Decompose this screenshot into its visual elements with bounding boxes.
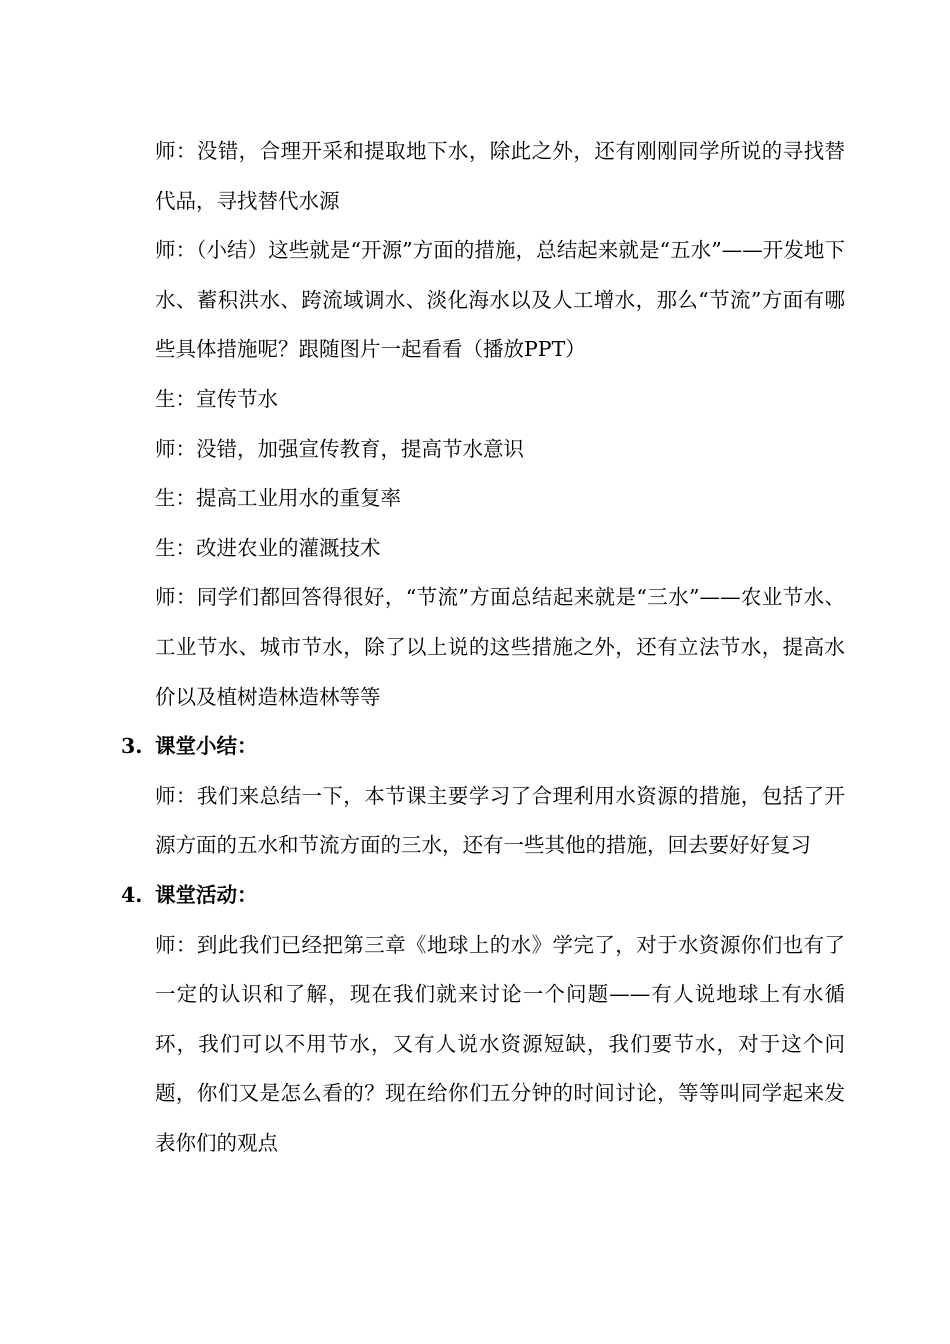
paragraph-teacher-groundwater: 师：没错，合理开采和提取地下水，除此之外，还有刚刚同学所说的寻找替代品，寻找替代水源 — [155, 139, 845, 213]
paragraph-class-summary: 师：我们来总结一下，本节课主要学习了合理利用水资源的措施，包括了开源方面的五水和节流方面的三水，还有一些其他的措施，回去要好好复习 — [155, 783, 845, 858]
paragraph-student-industry: 生：提高工业用水的重复率 — [155, 486, 401, 511]
section-heading-class-activity — [121, 871, 845, 921]
section-heading-class-summary — [121, 722, 845, 772]
paragraph-teacher-jieliu: 师：同学们都回答得很好，“节流”方面总结起来就是“三水”——农业节水、工业节水、城市节水，除了以上说的这些措施之外，还有立法节水，提高水价以及植树造林造林等等 — [155, 585, 845, 709]
document-body — [121, 127, 845, 1168]
paragraph-teacher-summary-kaiyuan: 师：（小结）这些就是“开源”方面的措施，总结起来就是“五水”——开发地下水、蓄积洪水、跨流域调水、淡化海水以及人工增水，那么“节流”方面有哪些具体措施呢？跟随图片一起看看（播放PPT） — [155, 238, 845, 362]
section-title: 课堂小结： — [155, 734, 258, 759]
paragraph-teacher-education: 师：没错，加强宣传教育，提高节水意识 — [155, 436, 524, 461]
paragraph-student-publicity: 生：宣传节水 — [155, 386, 278, 411]
section-title: 课堂活动： — [155, 882, 258, 907]
paragraph-student-agriculture: 生：改进农业的灌溉技术 — [155, 535, 381, 560]
section-number: 3. — [121, 734, 143, 759]
section-number: 4. — [121, 882, 143, 907]
paragraph-class-activity: 师：到此我们已经把第三章《地球上的水》学完了，对于水资源你们也有了一定的认识和了解，现在我们就来讨论一个问题——有人说地球上有水循环，我们可以不用节水，又有人说水资源短缺，我们要节水，对于这个问题，你们又是怎么看的？现在给你们五分钟的时间讨论，等等叫同学起来发表你们的观点 — [155, 932, 845, 1155]
